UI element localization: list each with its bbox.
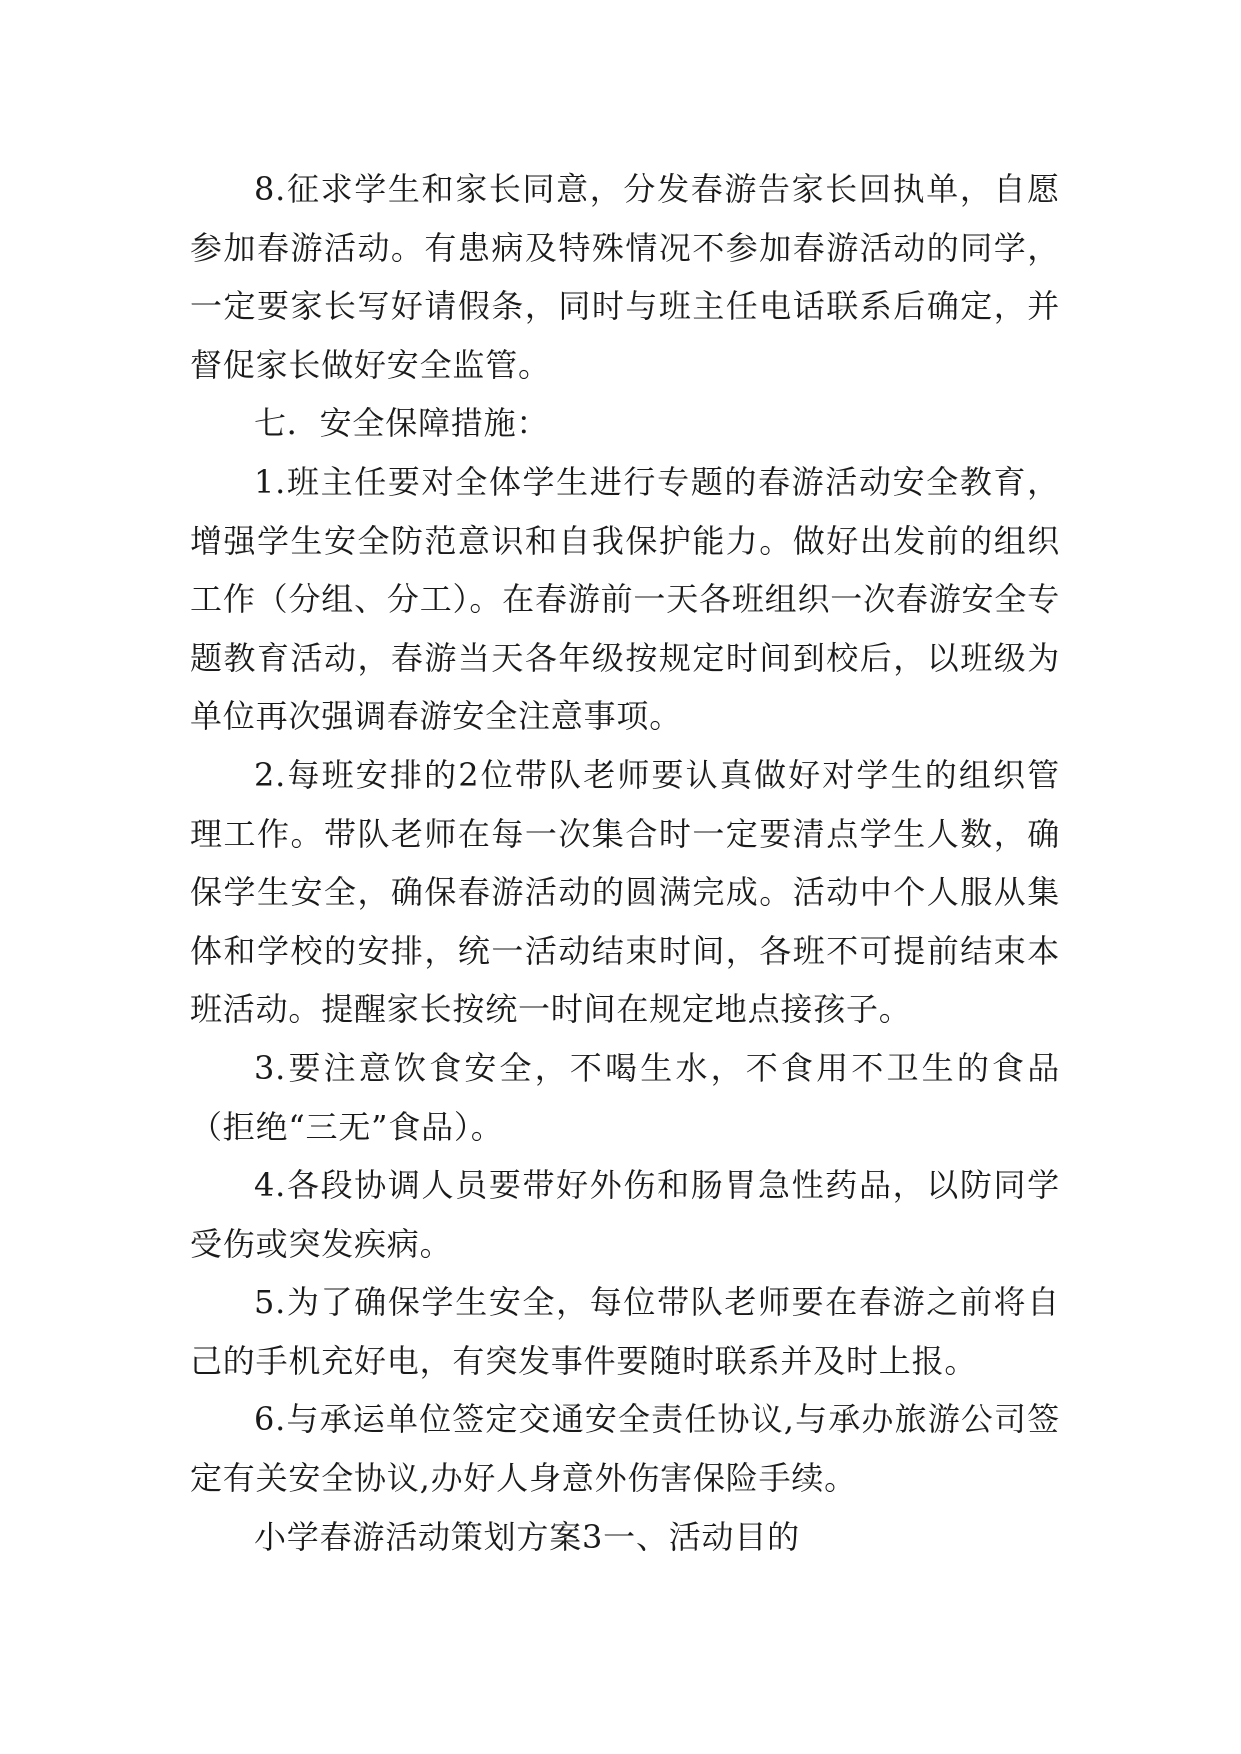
paragraph-item-3-food-safety: 3.要注意饮食安全，不喝生水，不食用不卫生的食品（拒绝“三无”食品）。 xyxy=(190,1048,1060,1146)
document-body xyxy=(190,160,1060,1566)
paragraph-item-2-teacher-management: 2.每班安排的2位带队老师要认真做好对学生的组织管理工作。带队老师在每一次集合时一定要清点学生人数，确保学生安全，确保春游活动的圆满完成。活动中个人服从集体和学校的安排，统一活动结束时间，各班不可提前结束本班活动。提醒家长按统一时间在规定地点接孩子。 xyxy=(190,755,1060,1029)
paragraph-item-4-medicine: 4.各段协调人员要带好外伤和肠胃急性药品，以防同学受伤或突发疾病。 xyxy=(190,1166,1060,1263)
paragraph-item-1-safety-education: 1.班主任要对全体学生进行专题的春游活动安全教育，增强学生安全防范意识和自我保护能力。做好出发前的组织工作（分组、分工）。在春游前一天各班组织一次春游安全专题教育活动，春游当天各年级按规定时间到校后，以班级为单位再次强调春游安全注意事项。 xyxy=(190,462,1060,736)
paragraph-item-8-consent: 8.征求学生和家长同意，分发春游告家长回执单，自愿参加春游活动。有患病及特殊情况不参加春游活动的同学，一定要家长写好请假条，同时与班主任电话联系后确定，并督促家长做好安全监管。 xyxy=(190,170,1060,384)
paragraph-plan-3-title: 小学春游活动策划方案3一、活动目的 xyxy=(254,1517,800,1556)
section-heading-safety-measures: 七．安全保障措施： xyxy=(254,404,550,443)
paragraph-item-5-phone: 5.为了确保学生安全，每位带队老师要在春游之前将自己的手机充好电，有突发事件要随时联系并及时上报。 xyxy=(190,1283,1060,1380)
paragraph-item-6-agreements: 6.与承运单位签定交通安全责任协议,与承办旅游公司签定有关安全协议,办好人身意外伤害保险手续。 xyxy=(190,1400,1060,1498)
